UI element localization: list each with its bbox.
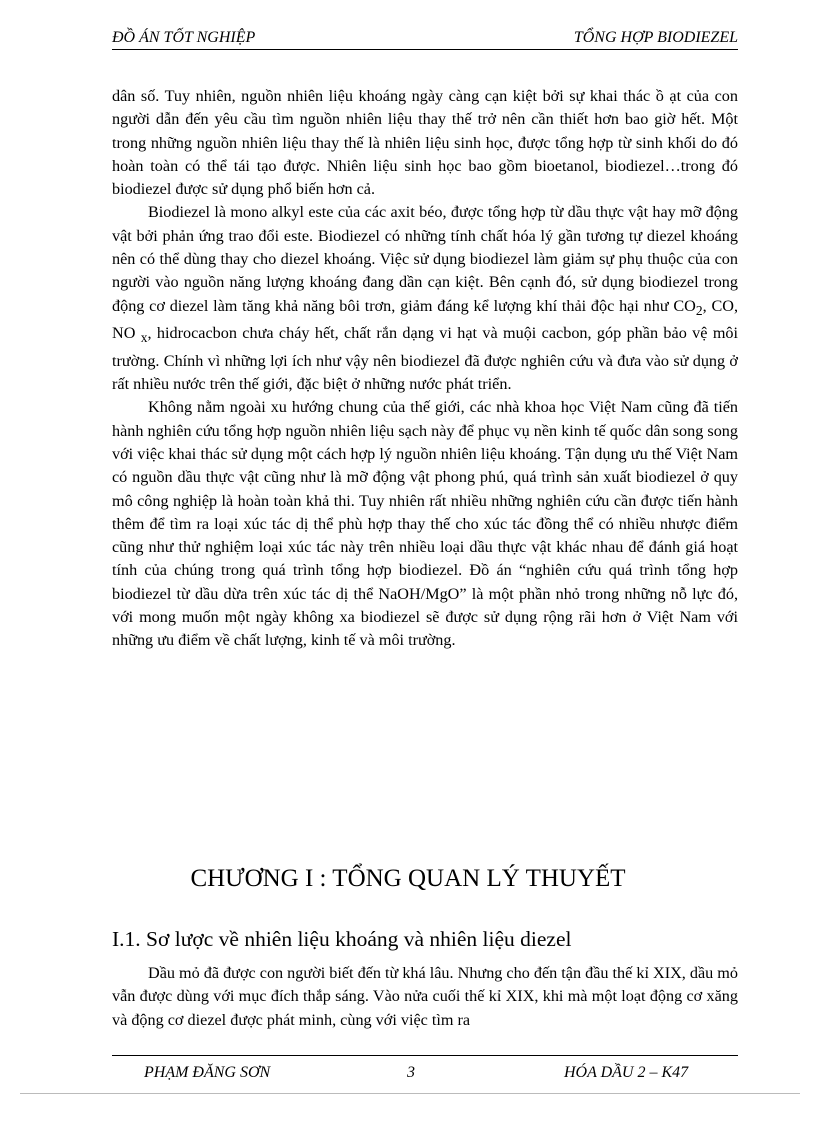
section-title: I.1. Sơ lược về nhiên liệu khoáng và nhiên liệu diezel [112,927,572,951]
intro-paragraph-1: dân số. Tuy nhiên, nguồn nhiên liệu khoáng ngày càng cạn kiệt bởi sự khai thác ồ ạt của con người dẫn đến yêu cầu tìm nguồn nhiên liệu thay thế trở nên cần thiết hơn bao giờ hết. Một trong những nguồn nhiên liệu thay thế là nhiên liệu sinh học, được tổng hợp từ sinh khối do đó hoàn toàn có thể tái tạo được. Nhiên liệu sinh học bao gồm bioetanol, biodiezel…trong đó biodiezel được sử dụng phổ biến hơn cả. [112,87,738,199]
intro-paragraph-2 [112,201,738,396]
section-body [112,962,738,1032]
intro-paragraph-3: Không nằm ngoài xu hướng chung của thế giới, các nhà khoa học Việt Nam cũng đã tiến hành nghiên cứu tổng hợp nguồn nhiên liệu sạch này để phục vụ nền kinh tế quốc dân song song với việc khai thác sử dụng một cách hợp lý nguồn nhiên liệu khoáng. Tận dụng ưu thế Việt Nam có nguồn dầu thực vật cũng như là mỡ động vật phong phú, quá trình sản xuất biodiezel ở quy mô công nghiệp là hoàn toàn khả thi. Tuy nhiên rất nhiều những nghiên cứu cần được tiến hành thêm để tìm ra loại xúc tác dị thể phù hợp thay thế cho xúc tác đồng thể có nhiều nhược điểm cũng như thử nghiệm loại xúc tác này trên nhiều loại dầu thực vật khác nhau để đánh giá hoạt tính của chúng trong quá trình tổng hợp biodiezel. Đồ án “nghiên cứu quá trình tổng hợp biodiezel từ dầu dừa trên xúc tác dị thể NaOH/MgO” là một phần nhỏ trong những nỗ lực đó, với mong muốn một ngày không xa biodiezel sẽ được sử dụng rộng rãi hơn ở Việt Nam với những ưu điểm về chất lượng, kinh tế và môi trường. [112,398,738,650]
header-right-title: TỔNG HỢP BIODIEZEL [573,29,738,46]
co2-subscript: 2 [695,302,703,318]
section-paragraph-1: Dầu mỏ đã được con người biết đến từ khá lâu. Nhưng cho đến tận đầu thế kỉ XIX, dầu mỏ vẫn được dùng với mục đích thắp sáng. Vào nửa cuối thế kỉ XIX, khi mà một loạt động cơ xăng và động cơ diezel được phát minh, cùng với việc tìm ra [112,964,738,1029]
footer-author: PHẠM ĐĂNG SƠN [144,1064,271,1081]
intro-paragraph-2-mid: , CO, NO [112,296,738,343]
nox-subscript: x [140,330,148,346]
page-bottom-edge [20,1093,800,1094]
header-left-title: ĐỒ ÁN TỐT NGHIỆP [112,29,256,46]
footer-class: HÓA DẦU 2 – K47 [564,1064,689,1081]
footer-page-number: 3 [407,1064,415,1081]
page-header [112,29,738,50]
chapter-title: CHƯƠNG I : TỔNG QUAN LÝ THUYẾT [190,865,626,892]
intro-text [112,85,738,653]
intro-paragraph-2-end: , hidrocacbon chưa cháy hết, chất rắn dạng vi hạt và muội cacbon, góp phần bảo vệ môi trường. Chính vì những lợi ích như vậy nên biodiezel đã được nghiên cứu và đưa vào sử dụng ở rất nhiều nước trên thế giới, đặc biệt ở những nước phát triển. [112,324,738,394]
footer-divider [112,1055,738,1056]
page-footer [112,1064,738,1086]
intro-paragraph-2-start: Biodiezel là mono alkyl este của các axit béo, được tổng hợp từ dầu thực vật hay mỡ động vật bởi phản ứng trao đổi este. Biodiezel có những tính chất hóa lý gần tương tự diezel khoáng nên có thể dùng thay cho diezel khoáng. Việc sử dụng biodiezel làm giảm sự phụ thuộc của con người vào nguồn năng lượng khoáng đang dần cạn kiệt. Bên cạnh đó, sử dụng biodiezel trong động cơ diezel làm tăng khả năng bôi trơn, giảm đáng kể lượng khí thải độc hại như CO [112,203,738,315]
